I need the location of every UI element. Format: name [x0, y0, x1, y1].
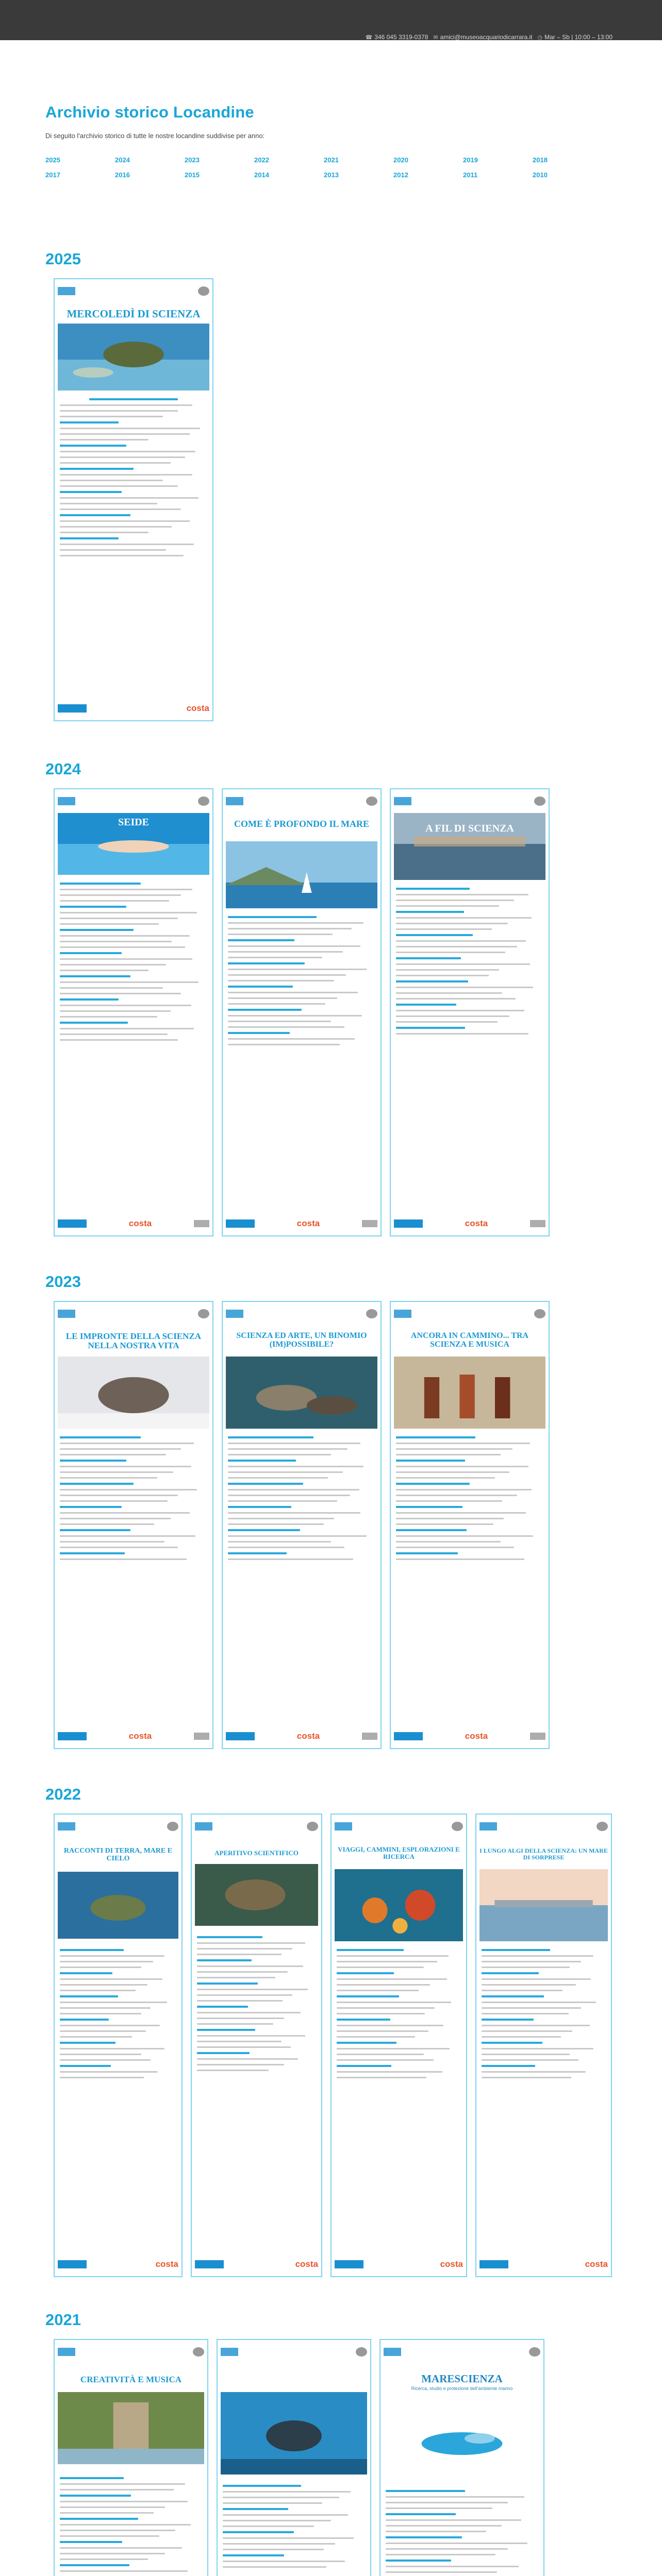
year-link-2011[interactable]: 2011 [463, 171, 478, 179]
poster-title: A FIL DI SCIENZA [425, 823, 514, 834]
page-title: Archivio storico Locandine [45, 103, 254, 121]
poster-2021-1[interactable] [54, 2339, 208, 2576]
clock-icon: ◷ [537, 34, 543, 41]
year-link-2020[interactable]: 2020 [393, 156, 408, 164]
year-heading-2023: 2023 [45, 1273, 81, 1291]
poster-logos [58, 282, 209, 300]
poster-image [58, 2392, 204, 2464]
poster-title: LE IMPRONTE DELLA SCIENZA NELLA NOSTRA VITA [65, 1331, 202, 1350]
year-link-2015[interactable]: 2015 [185, 171, 200, 179]
page-intro: Di seguito l'archivio storico di tutte le nostre locandine suddivise per anno: [45, 132, 265, 140]
contact-info [366, 33, 613, 41]
year-link-2019[interactable]: 2019 [463, 156, 478, 164]
poster-image [226, 841, 377, 908]
year-link-2025[interactable]: 2025 [45, 156, 60, 164]
poster-title: CREATIVITÀ E MUSICA [80, 2375, 182, 2384]
poster-title: SEIDE [118, 817, 150, 828]
poster-2024-1[interactable]: SEIDE costa [54, 788, 213, 1236]
poster-title [384, 2373, 540, 2391]
poster-title: COME È PROFONDO IL MARE [234, 819, 369, 829]
poster-title: SCIENZA ED ARTE, UN BINOMIO (IM)POSSIBILE? [236, 1331, 367, 1349]
phone-icon: ☎ [365, 34, 373, 41]
poster-image [58, 1357, 209, 1429]
poster-2021-2[interactable] [217, 2339, 371, 2576]
poster-title-text: MARESCIENZA [421, 2372, 503, 2385]
poster-2024-3[interactable]: A FIL DI SCIENZA costa [390, 788, 550, 1236]
top-bar [0, 0, 662, 40]
year-heading-2021: 2021 [45, 2311, 81, 2329]
poster-title: I LUNGO ALGI DELLA SCIENZA: UN MARE DI SORPRESE [479, 1847, 608, 1861]
phone-number: 346 045 3319-0378 [374, 33, 428, 41]
poster-subtitle: Ricerca, studio e protezione dell'ambiente marino [411, 2386, 513, 2392]
instagram-icon[interactable] [56, 34, 62, 40]
poster-image [335, 1869, 463, 1941]
year-link-2012[interactable]: 2012 [393, 171, 408, 179]
year-link-2018[interactable]: 2018 [533, 156, 548, 164]
year-link-2022[interactable]: 2022 [254, 156, 269, 164]
year-link-2013[interactable]: 2013 [324, 171, 339, 179]
year-navigation [45, 156, 602, 179]
poster-title: ANCORA IN CAMMINO... TRA SCIENZA E MUSICA [410, 1331, 529, 1349]
social-links [42, 34, 62, 40]
poster-2022-3[interactable]: VIAGGI, CAMMINI, ESPLORAZIONI E RICERCA costa [330, 1814, 467, 2277]
poster-2023-3[interactable]: ANCORA IN CAMMINO... TRA SCIENZA E MUSICA costa [390, 1301, 550, 1749]
poster-2021-3[interactable] [379, 2339, 544, 2576]
email-contact[interactable] [433, 33, 532, 41]
year-link-2023[interactable]: 2023 [185, 156, 200, 164]
poster-text-block [60, 398, 207, 681]
year-link-2014[interactable]: 2014 [254, 171, 269, 179]
year-link-2021[interactable]: 2021 [324, 156, 339, 164]
poster-image [58, 324, 209, 391]
mail-icon: ✉ [433, 34, 438, 41]
email-address: amici@museoacquariodicarrara.it [440, 33, 533, 41]
poster-image [221, 2392, 367, 2475]
poster-image [479, 1869, 608, 1941]
year-link-2017[interactable]: 2017 [45, 171, 60, 179]
poster-image [384, 2410, 540, 2477]
poster-2025-1[interactable] [54, 278, 213, 721]
poster-2023-2[interactable]: SCIENZA ED ARTE, UN BINOMIO (IM)POSSIBILE? costa [222, 1301, 382, 1749]
poster-2023-1[interactable]: LE IMPRONTE DELLA SCIENZA NELLA NOSTRA VITA costa [54, 1301, 213, 1749]
poster-image [58, 1872, 178, 1939]
poster-title: VIAGGI, CAMMINI, ESPLORAZIONI E RICERCA [338, 1845, 460, 1860]
poster-image [226, 1357, 377, 1429]
year-heading-2025: 2025 [45, 250, 81, 268]
poster-2022-1[interactable]: RACCONTI DI TERRA, MARE E CIELO costa [54, 1814, 183, 2277]
poster-2024-2[interactable]: COME È PROFONDO IL MARE costa [222, 788, 382, 1236]
poster-image [394, 1357, 545, 1429]
year-heading-2024: 2024 [45, 760, 81, 778]
poster-title: MERCOLEDÌ DI SCIENZA [67, 308, 201, 320]
poster-2022-2[interactable]: APERITIVO SCIENTIFICO costa [191, 1814, 322, 2277]
year-link-2016[interactable]: 2016 [115, 171, 130, 179]
poster-image [195, 1864, 318, 1926]
hours-text: Mar – Sb | 10:00 – 13:00 [544, 33, 613, 41]
facebook-icon[interactable] [42, 34, 48, 40]
year-heading-2022: 2022 [45, 1785, 81, 1803]
poster-title: APERITIVO SCIENTIFICO [214, 1849, 299, 1857]
poster-title: RACCONTI DI TERRA, MARE E CIELO [63, 1847, 173, 1862]
poster-2022-4[interactable]: I LUNGO ALGI DELLA SCIENZA: UN MARE DI SORPRESE costa [475, 1814, 612, 2277]
poster-sponsors: costa [58, 700, 209, 717]
year-link-2010[interactable]: 2010 [533, 171, 548, 179]
opening-hours [538, 33, 613, 41]
year-link-2024[interactable]: 2024 [115, 156, 130, 164]
phone-contact[interactable] [366, 33, 428, 41]
